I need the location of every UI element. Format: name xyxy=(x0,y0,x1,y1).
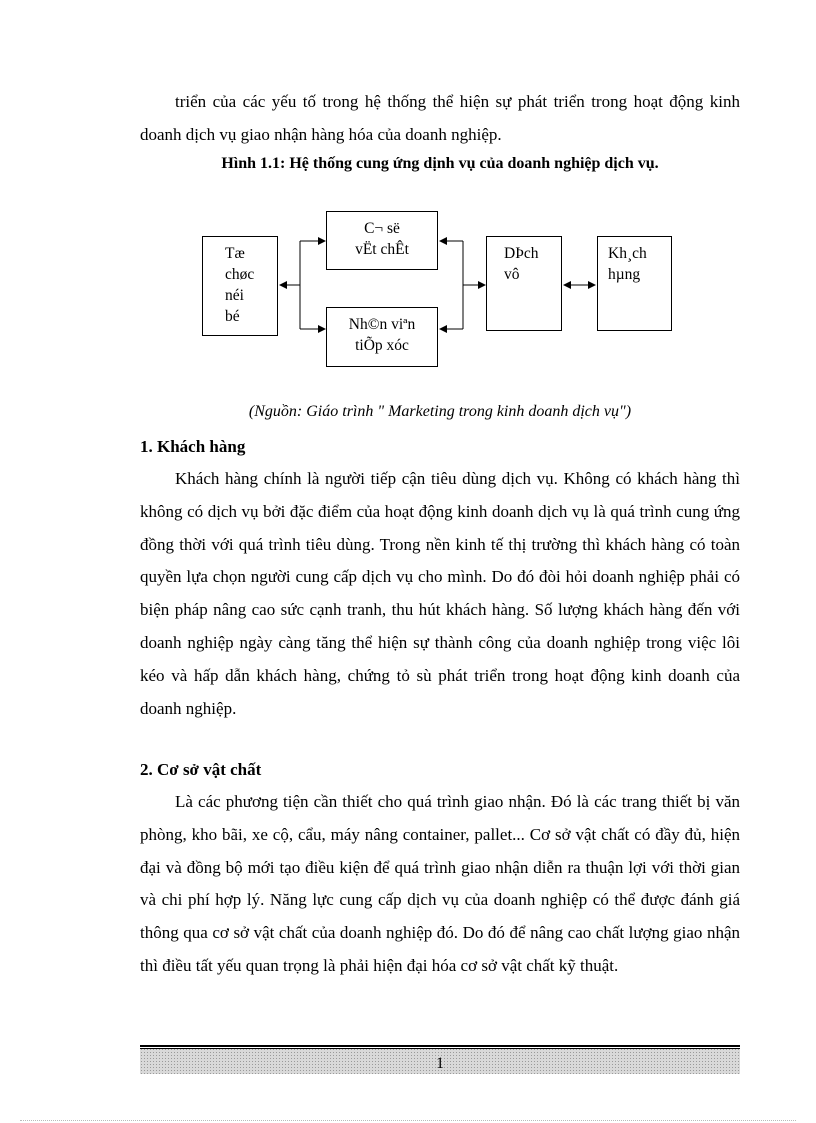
section-heading-customers: 1. Khách hàng xyxy=(140,437,246,456)
box-label: tiÕp xóc xyxy=(355,337,409,354)
box-label: hµng xyxy=(608,266,641,283)
footer-rule-inner xyxy=(140,1048,740,1049)
box-label: vô xyxy=(504,266,520,283)
box-customer xyxy=(597,236,672,331)
page-number: 1 xyxy=(436,1055,444,1072)
section-heading-facilities: 2. Cơ sở vật chất xyxy=(140,760,262,779)
box-contact-staff xyxy=(326,307,438,367)
service-system-diagram xyxy=(0,0,816,440)
box-label: DÞch xyxy=(504,245,539,262)
box-label: chøc xyxy=(225,266,255,283)
section-body-facilities: Là các phương tiện cần thiết cho quá trình giao nhận. Đó là các trang thiết bị văn phòng, kho bãi, xe cộ, cẩu, máy nâng container, pallet... Cơ sở vật chất có đầy đủ, hiện đại và đồng bộ mới tạo điều kiện để quá trình giao nhận diễn ra thuận lợi với thời gian và chi phí hợp lý. Năng lực cung cấp dịch vụ của doanh nghiệp có thể được đánh giá thông qua cơ sở vật chất của doanh nghiệp đó. Do đó để nâng cao chất lượng giao nhận thì điều tất yếu quan trọng là phải hiện đại hóa cơ sở vật chất kỹ thuật. xyxy=(140,792,740,975)
box-internal-organization xyxy=(202,236,278,336)
box-label: C¬ së xyxy=(364,220,400,237)
box-label: Tæ xyxy=(225,245,245,262)
box-label: néi xyxy=(225,287,244,304)
box-label: Kh¸ch xyxy=(608,245,647,262)
footer-rule xyxy=(140,1045,740,1047)
box-label: Nh©n viªn xyxy=(348,316,416,333)
box-facilities xyxy=(326,211,438,270)
box-label: vËt chÊt xyxy=(355,241,409,258)
intro-paragraph: triển của các yếu tố trong hệ thống thể hiện sự phát triển trong hoạt động kinh doanh dịch vụ giao nhận hàng hóa của doanh nghiệp. xyxy=(140,92,740,144)
box-label: bé xyxy=(225,308,240,325)
section-body-customers: Khách hàng chính là người tiếp cận tiêu dùng dịch vụ. Không có khách hàng thì không có dịch vụ bởi đặc điểm của hoạt động kinh doanh dịch vụ là quá trình cung ứng đồng thời với quá trình tiêu dùng. Trong nền kinh tế thị trường thì khách hàng có toàn quyền lựa chọn người cung cấp dịch vụ cho mình. Do đó đòi hỏi doanh nghiệp phải có biện pháp nâng cao sức cạnh tranh, thu hút khách hàng. Số lượng khách hàng đến với doanh nghiệp ngày càng tăng thể hiện sự thành công của doanh nghiệp trong việc lôi kéo và hấp dẫn khách hàng, chứng tỏ sù phát triển trong hoạt động kinh doanh của doanh nghiệp. xyxy=(140,469,740,718)
page-bottom-border xyxy=(20,1120,796,1122)
box-service xyxy=(486,236,562,331)
figure-title: Hình 1.1: Hệ thống cung ứng dịnh vụ của doanh nghiệp dịch vụ. xyxy=(221,155,659,172)
figure-source: (Nguồn: Giáo trình " Marketing trong kinh doanh dịch vụ") xyxy=(248,403,632,420)
